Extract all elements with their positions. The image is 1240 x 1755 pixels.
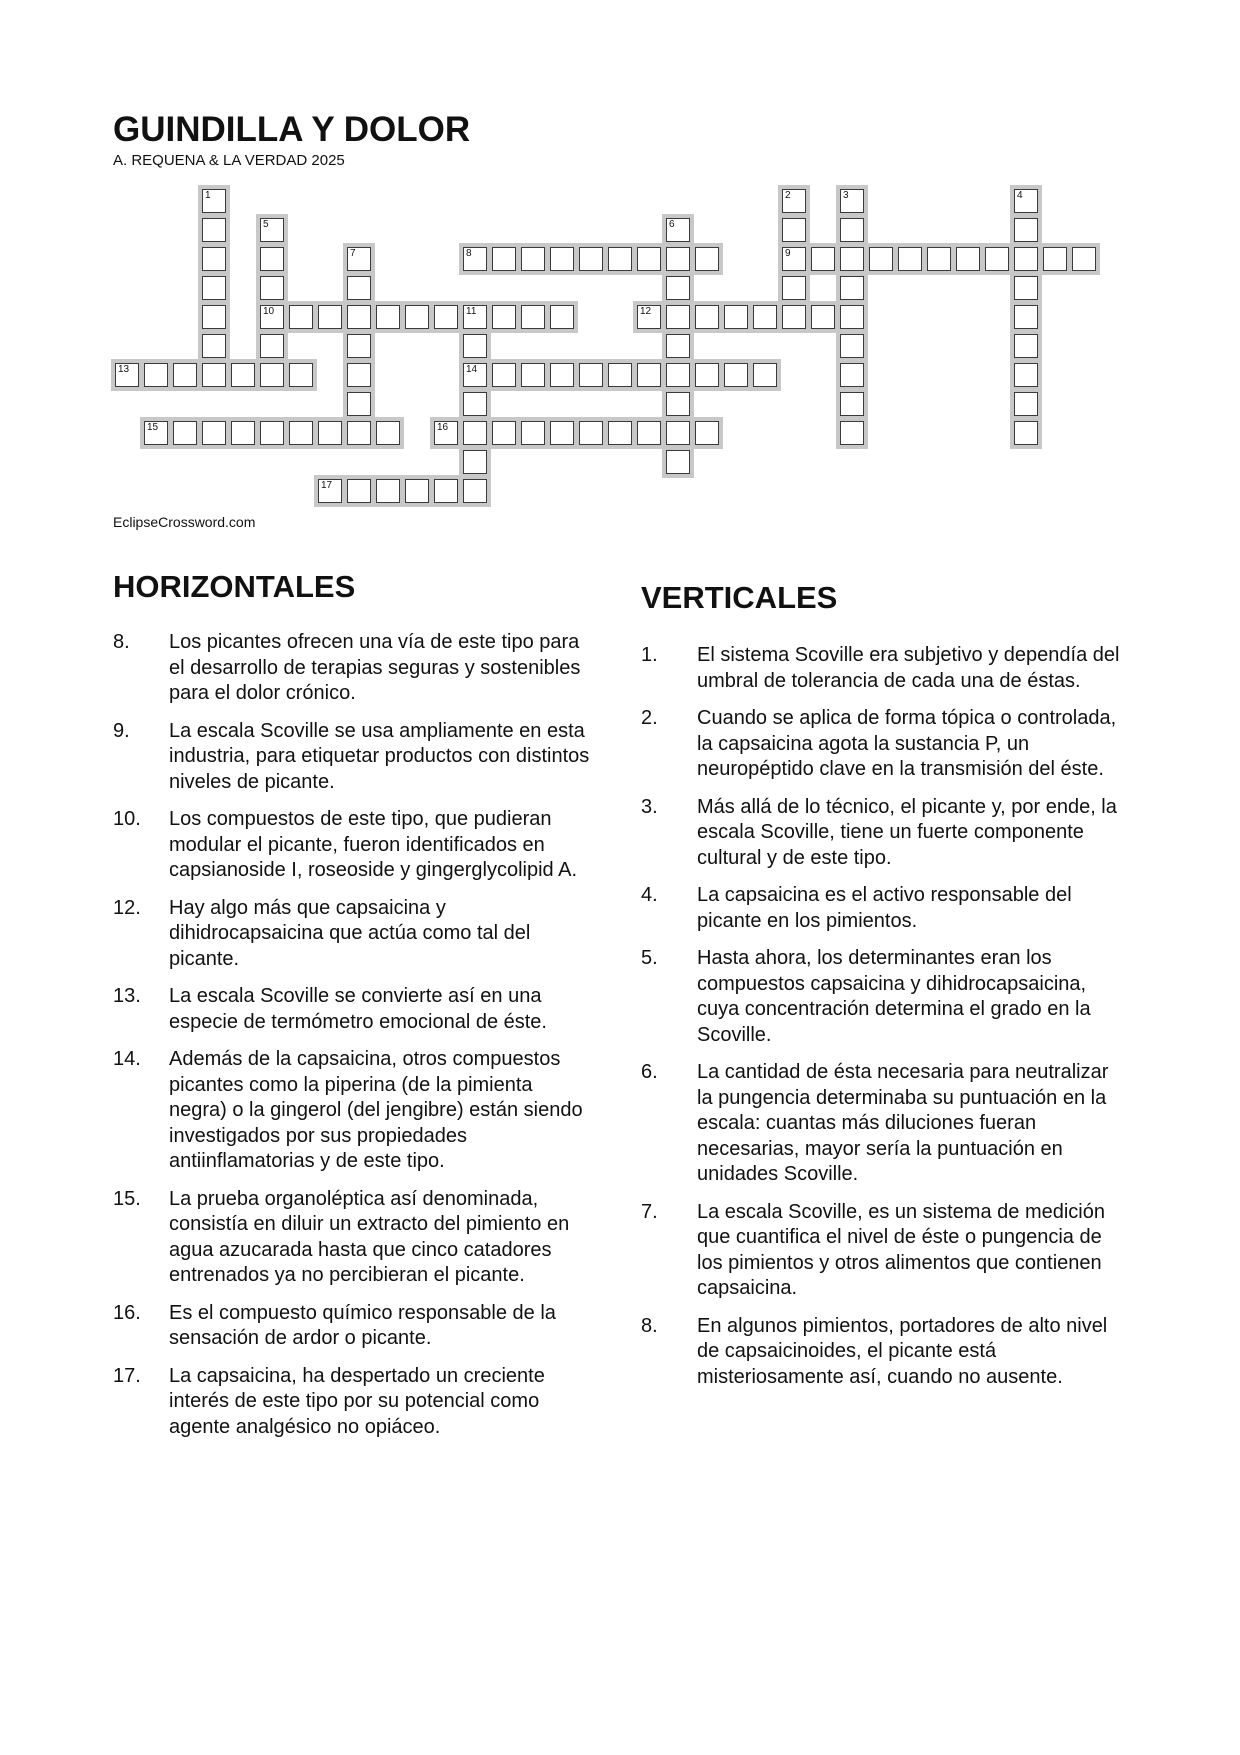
grid-cell[interactable] [492, 305, 516, 329]
grid-cell[interactable] [579, 363, 603, 387]
puzzle-title: GUINDILLA Y DOLOR [113, 110, 471, 149]
grid-cell[interactable] [550, 421, 574, 445]
cell-number: 5 [263, 219, 269, 230]
down-clue [641, 643, 1121, 694]
grid-cell[interactable] [492, 247, 516, 271]
grid-cell[interactable] [666, 363, 690, 387]
clue-number: 5. [641, 947, 658, 969]
grid-cell[interactable] [115, 363, 139, 387]
grid-cell[interactable] [202, 276, 226, 300]
grid-cell[interactable] [376, 305, 400, 329]
clue-text: En algunos pimientos, portadores de alto nivel de capsaicinoides, el picante está misteriosamente así, cuando no ausente. [697, 1314, 1108, 1388]
grid-cell[interactable] [260, 247, 284, 271]
grid-cell[interactable] [318, 479, 342, 503]
grid-cell[interactable] [666, 421, 690, 445]
grid-cell[interactable] [347, 276, 371, 300]
grid-cell[interactable] [956, 247, 980, 271]
clue-text: La capsaicina es el activo responsable del picante en los pimientos. [697, 884, 1072, 932]
down-clue [641, 1060, 1121, 1188]
grid-cell[interactable] [608, 247, 632, 271]
grid-cell[interactable] [666, 218, 690, 242]
clue-text: La capsaicina, ha despertado un creciente interés de este tipo por su potencial como agente analgésico no opiáceo. [169, 1364, 545, 1438]
grid-cell[interactable] [637, 305, 661, 329]
clue-number: 12. [113, 896, 141, 919]
grid-cell[interactable] [463, 305, 487, 329]
grid-cell[interactable] [695, 247, 719, 271]
clue-number: 14. [113, 1048, 141, 1070]
grid-cell[interactable] [666, 305, 690, 329]
grid-cell[interactable] [347, 421, 371, 445]
cell-number: 13 [118, 364, 130, 375]
down-clue [641, 1200, 1121, 1302]
grid-cell[interactable] [521, 305, 545, 329]
grid-cell[interactable] [347, 247, 371, 271]
down-clue [641, 946, 1121, 1048]
grid-cell[interactable] [927, 247, 951, 271]
grid-cell[interactable] [782, 305, 806, 329]
grid-cell[interactable] [840, 189, 864, 213]
grid-cell[interactable] [173, 421, 197, 445]
grid-cell[interactable] [289, 363, 313, 387]
grid-cell[interactable] [202, 247, 226, 271]
grid-cell[interactable] [347, 305, 371, 329]
cell-number: 6 [669, 219, 675, 230]
grid-cell[interactable] [637, 421, 661, 445]
clue-text: La escala Scoville se usa ampliamente en esta industria, para etiquetar productos con distintos niveles de picante. [169, 719, 590, 793]
grid-cell[interactable] [492, 421, 516, 445]
clue-number: 10. [113, 808, 141, 830]
clue-text: Hay algo más que capsaicina y dihidrocapsaicina que actúa como tal del picante. [169, 896, 531, 970]
grid-cell[interactable] [608, 421, 632, 445]
clue-number: 6. [641, 1061, 658, 1083]
grid-cell[interactable] [869, 247, 893, 271]
across-clue [113, 1364, 593, 1441]
clue-number: 8. [113, 631, 130, 653]
grid-cell[interactable] [608, 363, 632, 387]
grid-cell[interactable] [202, 421, 226, 445]
grid-cell[interactable] [695, 421, 719, 445]
grid-cell[interactable] [840, 363, 864, 387]
grid-cell[interactable] [492, 363, 516, 387]
grid-cell[interactable] [521, 363, 545, 387]
clue-text: La escala Scoville se convierte así en una especie de termómetro emocional de éste. [169, 985, 547, 1033]
grid-cell[interactable] [202, 334, 226, 358]
cell-number: 8 [466, 248, 472, 259]
cell-number: 2 [785, 190, 791, 201]
grid-cell[interactable] [753, 363, 777, 387]
grid-cell[interactable] [550, 363, 574, 387]
grid-cell[interactable] [260, 421, 284, 445]
grid-cell[interactable] [405, 305, 429, 329]
clue-text: El sistema Scoville era subjetivo y dependía del umbral de tolerancia de cada una de éstas. [697, 644, 1120, 692]
clue-text: Además de la capsaicina, otros compuestos picantes como la piperina (de la pimienta negra) o la gingerol (del jengibre) están siendo investigados por sus propiedades antiinflamatorias y de este tipo. [169, 1048, 583, 1172]
grid-cell[interactable] [521, 421, 545, 445]
clue-number: 15. [113, 1187, 141, 1210]
grid-cell[interactable] [347, 363, 371, 387]
grid-cell[interactable] [260, 363, 284, 387]
cell-number: 15 [147, 422, 159, 433]
grid-cell[interactable] [289, 421, 313, 445]
grid-cell[interactable] [463, 479, 487, 503]
grid-cell[interactable] [666, 392, 690, 416]
across-clue [113, 1301, 593, 1352]
grid-cell[interactable] [695, 363, 719, 387]
grid-cell[interactable] [318, 421, 342, 445]
cell-number: 12 [640, 306, 652, 317]
grid-cell[interactable] [144, 363, 168, 387]
grid-cell[interactable] [463, 392, 487, 416]
grid-cell[interactable] [811, 247, 835, 271]
grid-cell[interactable] [202, 189, 226, 213]
down-clue [641, 795, 1121, 872]
grid-cell[interactable] [434, 421, 458, 445]
clue-text: Hasta ahora, los determinantes eran los compuestos capsaicina y dihidrocapsaicina, cuya concentración determina el grado en la Scoville. [697, 947, 1091, 1046]
grid-cell[interactable] [202, 305, 226, 329]
grid-cell[interactable] [1014, 276, 1038, 300]
across-clue [113, 984, 593, 1035]
grid-cell[interactable] [579, 421, 603, 445]
grid-cell[interactable] [550, 305, 574, 329]
clue-number: 3. [641, 795, 658, 818]
grid-cell[interactable] [840, 421, 864, 445]
grid-cell[interactable] [898, 247, 922, 271]
grid-cell[interactable] [811, 305, 835, 329]
grid-cell[interactable] [463, 421, 487, 445]
clue-number: 16. [113, 1301, 141, 1324]
grid-cell[interactable] [840, 305, 864, 329]
grid-cell[interactable] [840, 334, 864, 358]
grid-cell[interactable] [347, 479, 371, 503]
grid-cell[interactable] [1014, 218, 1038, 242]
clue-text: Cuando se aplica de forma tópica o controlada, la capsaicina agota la sustancia P, un neuropéptido clave en la transmisión del éste. [697, 707, 1117, 780]
grid-cell[interactable] [521, 247, 545, 271]
clue-number: 9. [113, 719, 130, 742]
cell-number: 14 [466, 364, 478, 375]
grid-cell[interactable] [985, 247, 1009, 271]
grid-cell[interactable] [840, 392, 864, 416]
across-clue [113, 719, 593, 796]
clue-text: La cantidad de ésta necesaria para neutralizar la pungencia determinaba su puntuación en la escala: cuantas más diluciones fueran necesarias, mayor sería la puntuación en unidades Scoville. [697, 1061, 1109, 1185]
grid-cell[interactable] [724, 305, 748, 329]
grid-cell[interactable] [376, 421, 400, 445]
down-clue [641, 706, 1121, 783]
cell-number: 4 [1017, 190, 1023, 201]
grid-cell[interactable] [463, 247, 487, 271]
down-clue-list [641, 643, 1121, 1402]
clue-text: Es el compuesto químico responsable de la sensación de ardor o picante. [169, 1301, 556, 1349]
cell-number: 7 [350, 248, 356, 259]
cell-number: 10 [263, 306, 275, 317]
down-heading: VERTICALES [641, 580, 838, 615]
across-clue [113, 630, 593, 707]
cell-number: 17 [321, 480, 333, 491]
clue-number: 1. [641, 644, 658, 666]
grid-cell[interactable] [1014, 334, 1038, 358]
grid-cell[interactable] [376, 479, 400, 503]
grid-cell[interactable] [434, 479, 458, 503]
grid-cell[interactable] [550, 247, 574, 271]
grid-cell[interactable] [173, 363, 197, 387]
grid-cell[interactable] [782, 218, 806, 242]
grid-cell[interactable] [289, 305, 313, 329]
clue-number: 2. [641, 707, 658, 729]
grid-cell[interactable] [1014, 392, 1038, 416]
grid-cell[interactable] [260, 218, 284, 242]
grid-cell[interactable] [347, 334, 371, 358]
grid-cell[interactable] [260, 305, 284, 329]
clue-text: Los compuestos de este tipo, que pudieran modular el picante, fueron identificados en capsianoside I, roseoside y gingerglycolipid A. [169, 808, 578, 881]
grid-cell[interactable] [840, 247, 864, 271]
cell-number: 3 [843, 190, 849, 201]
grid-cell[interactable] [1014, 421, 1038, 445]
grid-cell[interactable] [666, 334, 690, 358]
grid-cell[interactable] [637, 247, 661, 271]
across-heading: HORIZONTALES [113, 569, 356, 604]
clue-number: 4. [641, 884, 658, 906]
across-clue [113, 1047, 593, 1175]
grid-cell[interactable] [260, 276, 284, 300]
grid-cell[interactable] [782, 247, 806, 271]
grid-cell[interactable] [463, 334, 487, 358]
down-clue [641, 883, 1121, 934]
grid-cell[interactable] [724, 363, 748, 387]
across-clue [113, 807, 593, 884]
grid-cell[interactable] [434, 305, 458, 329]
grid-cell[interactable] [463, 363, 487, 387]
clue-text: Más allá de lo técnico, el picante y, por ende, la escala Scoville, tiene un fuerte componente cultural y de este tipo. [697, 795, 1117, 869]
grid-cell[interactable] [231, 421, 255, 445]
grid-cell[interactable] [637, 363, 661, 387]
grid-cell[interactable] [666, 247, 690, 271]
grid-cell[interactable] [666, 450, 690, 474]
grid-cell[interactable] [231, 363, 255, 387]
grid-cell[interactable] [1014, 305, 1038, 329]
cell-number: 11 [466, 306, 477, 317]
across-clue [113, 1187, 593, 1289]
grid-cell[interactable] [753, 305, 777, 329]
cell-number: 16 [437, 422, 449, 433]
grid-cell[interactable] [260, 334, 284, 358]
clue-number: 13. [113, 985, 141, 1007]
grid-cell[interactable] [695, 305, 719, 329]
clue-number: 17. [113, 1364, 141, 1387]
grid-cell[interactable] [1072, 247, 1096, 271]
grid-cell[interactable] [666, 276, 690, 300]
down-clue [641, 1314, 1121, 1391]
grid-cell[interactable] [347, 392, 371, 416]
clue-text: Los picantes ofrecen una vía de este tipo para el desarrollo de terapias seguras y sostenibles para el dolor crónico. [169, 631, 581, 704]
clue-number: 7. [641, 1200, 658, 1223]
cell-number: 1 [205, 190, 211, 201]
grid-cell[interactable] [1014, 189, 1038, 213]
across-clue-list [113, 630, 593, 1452]
grid-cell[interactable] [840, 276, 864, 300]
cell-number: 9 [785, 248, 791, 259]
grid-cell[interactable] [1014, 247, 1038, 271]
clue-text: La escala Scoville, es un sistema de medición que cuantifica el nivel de éste o pungencia de los pimientos y otros alimentos que contienen capsaicina. [697, 1200, 1105, 1299]
grid-cell[interactable] [1014, 363, 1038, 387]
clue-text: La prueba organoléptica así denominada, consistía en diluir un extracto del pimiento en agua azucarada hasta que cinco catadores entrenados ya no percibieran el picante. [169, 1187, 570, 1286]
grid-cell[interactable] [405, 479, 429, 503]
grid-cell[interactable] [202, 363, 226, 387]
across-clue [113, 896, 593, 973]
grid-cell[interactable] [840, 218, 864, 242]
grid-cell[interactable] [782, 276, 806, 300]
grid-cell[interactable] [463, 450, 487, 474]
grid-cell[interactable] [1043, 247, 1067, 271]
grid-cell[interactable] [318, 305, 342, 329]
clue-number: 8. [641, 1314, 658, 1337]
puzzle-subtitle: A. REQUENA & LA VERDAD 2025 [113, 152, 345, 169]
grid-cell[interactable] [144, 421, 168, 445]
grid-cell[interactable] [579, 247, 603, 271]
grid-cell[interactable] [782, 189, 806, 213]
crossword-grid [0, 0, 1240, 540]
credit-text: EclipseCrossword.com [113, 514, 256, 530]
grid-cell[interactable] [202, 218, 226, 242]
